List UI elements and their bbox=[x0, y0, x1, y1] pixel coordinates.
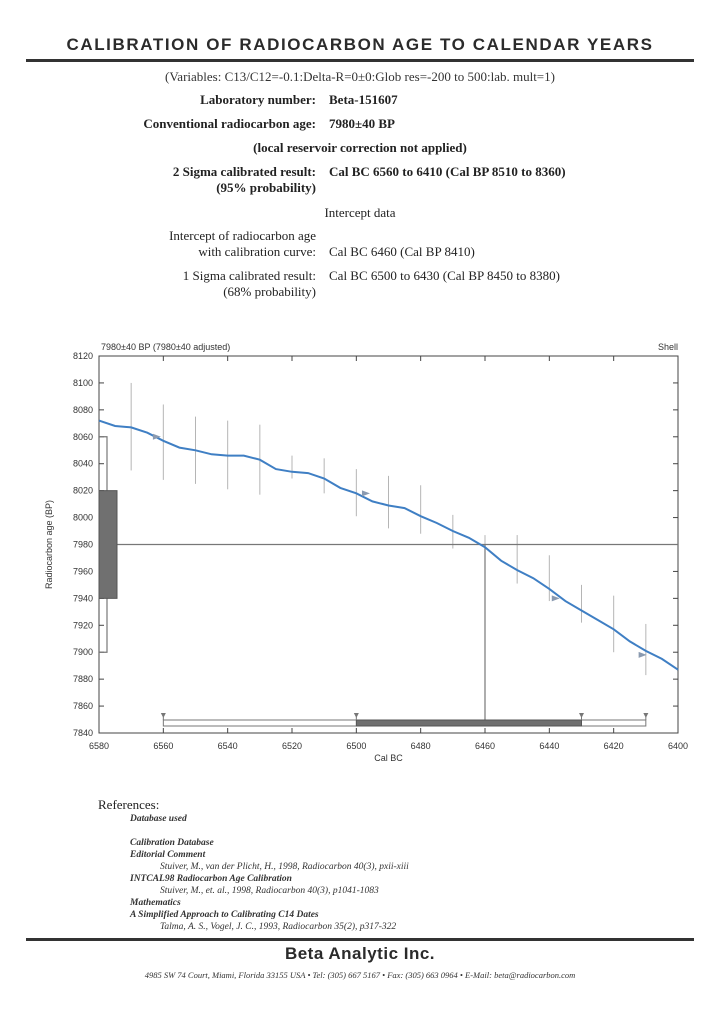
y-tick-label: 8120 bbox=[72, 351, 93, 361]
x-tick-label: 6460 bbox=[474, 741, 496, 751]
corner-label: Shell bbox=[657, 342, 678, 352]
company-address: 4985 SW 74 Court, Miami, Florida 33155 USA • Tel: (305) 667 5167 • Fax: (305) 663 0964 • E-Mail: beta@radiocarbon.com bbox=[144, 970, 576, 980]
intercept-value: Cal BC 6460 (Cal BP 8410) bbox=[329, 244, 475, 259]
y-tick-label: 8100 bbox=[72, 377, 93, 388]
x-tick-label: 6440 bbox=[539, 741, 560, 751]
y-tick-label: 7980 bbox=[72, 539, 93, 550]
ref-line: Database used bbox=[130, 814, 187, 824]
y-axis-label: Radiocarbon age (BP) bbox=[44, 499, 54, 590]
x-tick-label: 6520 bbox=[281, 741, 303, 751]
company-name: Beta Analytic Inc. bbox=[284, 944, 436, 963]
ref-line: Mathematics bbox=[130, 898, 181, 908]
chart-title: 7980±40 BP (7980±40 adjusted) bbox=[101, 342, 231, 352]
y-tick-label: 8080 bbox=[72, 404, 93, 415]
lab-number-value: Beta-151607 bbox=[329, 92, 398, 107]
conv-age-value: 7980±40 BP bbox=[329, 116, 395, 131]
sigma2-probability: (95% probability) bbox=[216, 180, 316, 195]
y-tick-label: 7940 bbox=[72, 593, 93, 604]
x-tick-label: 6580 bbox=[88, 741, 110, 751]
x-tick-label: 6420 bbox=[603, 741, 624, 751]
variables-line: (Variables: C13/C12=-0.1:Delta-R=0±0:Glob res=-200 to 500:lab. mult=1) bbox=[165, 69, 555, 84]
reservoir-note: (local reservoir correction not applied) bbox=[253, 140, 467, 155]
lab-number-label: Laboratory number: bbox=[200, 92, 316, 107]
x-tick-label: 6480 bbox=[410, 741, 431, 751]
intercept-heading: Intercept data bbox=[324, 205, 396, 220]
header-rule bbox=[26, 59, 694, 62]
sigma2-label: 2 Sigma calibrated result: bbox=[172, 164, 316, 179]
calibration-curve bbox=[99, 421, 678, 670]
intercept-label-2: with calibration curve: bbox=[198, 244, 316, 259]
x-tick-label: 6540 bbox=[217, 741, 238, 751]
y-tick-label: 7920 bbox=[72, 620, 93, 631]
sigma1-probability: (68% probability) bbox=[223, 284, 316, 299]
y-tick-label: 7960 bbox=[72, 566, 93, 577]
y-tick-label: 7840 bbox=[72, 728, 93, 738]
age-1sigma-box bbox=[99, 491, 117, 599]
y-tick-label: 8000 bbox=[72, 512, 93, 523]
x-tick-label: 6560 bbox=[153, 741, 174, 751]
x-axis-label: Cal BC bbox=[374, 753, 403, 763]
y-tick-label: 7880 bbox=[72, 674, 93, 685]
y-tick-label: 8040 bbox=[72, 458, 93, 469]
sigma2-value: Cal BC 6560 to 6410 (Cal BP 8510 to 8360) bbox=[329, 164, 566, 179]
ref-line: Calibration Database bbox=[130, 838, 214, 848]
ref-line: Stuiver, M., et. al., 1998, Radiocarbon 40(3), p1041-1083 bbox=[160, 886, 379, 896]
y-tick-label: 7860 bbox=[72, 701, 93, 712]
conv-age-label: Conventional radiocarbon age: bbox=[143, 116, 316, 131]
x-tick-label: 6400 bbox=[667, 741, 689, 751]
cal-1sigma-range bbox=[356, 720, 581, 726]
ref-line: Stuiver, M., van der Plicht, H., 1998, Radiocarbon 40(3), pxii-xiii bbox=[160, 862, 409, 872]
x-tick-label: 6500 bbox=[346, 741, 367, 751]
calibration-chart bbox=[0, 330, 720, 780]
curve-marker bbox=[362, 490, 370, 496]
sigma1-value: Cal BC 6500 to 6430 (Cal BP 8450 to 8380) bbox=[329, 268, 560, 283]
page-title: CALIBRATION OF RADIOCARBON AGE TO CALENDAR YEARS bbox=[66, 35, 654, 54]
intercept-label-1: Intercept of radiocarbon age bbox=[169, 228, 316, 243]
y-tick-label: 7900 bbox=[72, 647, 93, 658]
sigma1-label: 1 Sigma calibrated result: bbox=[182, 268, 316, 283]
ref-line: Talma, A. S., Vogel, J. C., 1993, Radiocarbon 35(2), p317-322 bbox=[160, 922, 397, 932]
references-heading: References: bbox=[98, 797, 160, 812]
footer-rule bbox=[26, 938, 694, 941]
ref-line: Editorial Comment bbox=[130, 850, 206, 860]
y-tick-label: 8060 bbox=[72, 431, 93, 442]
y-tick-label: 8020 bbox=[72, 485, 93, 496]
ref-line: A Simplified Approach to Calibrating C14 Dates bbox=[130, 910, 319, 920]
ref-line: INTCAL98 Radiocarbon Age Calibration bbox=[130, 874, 292, 884]
